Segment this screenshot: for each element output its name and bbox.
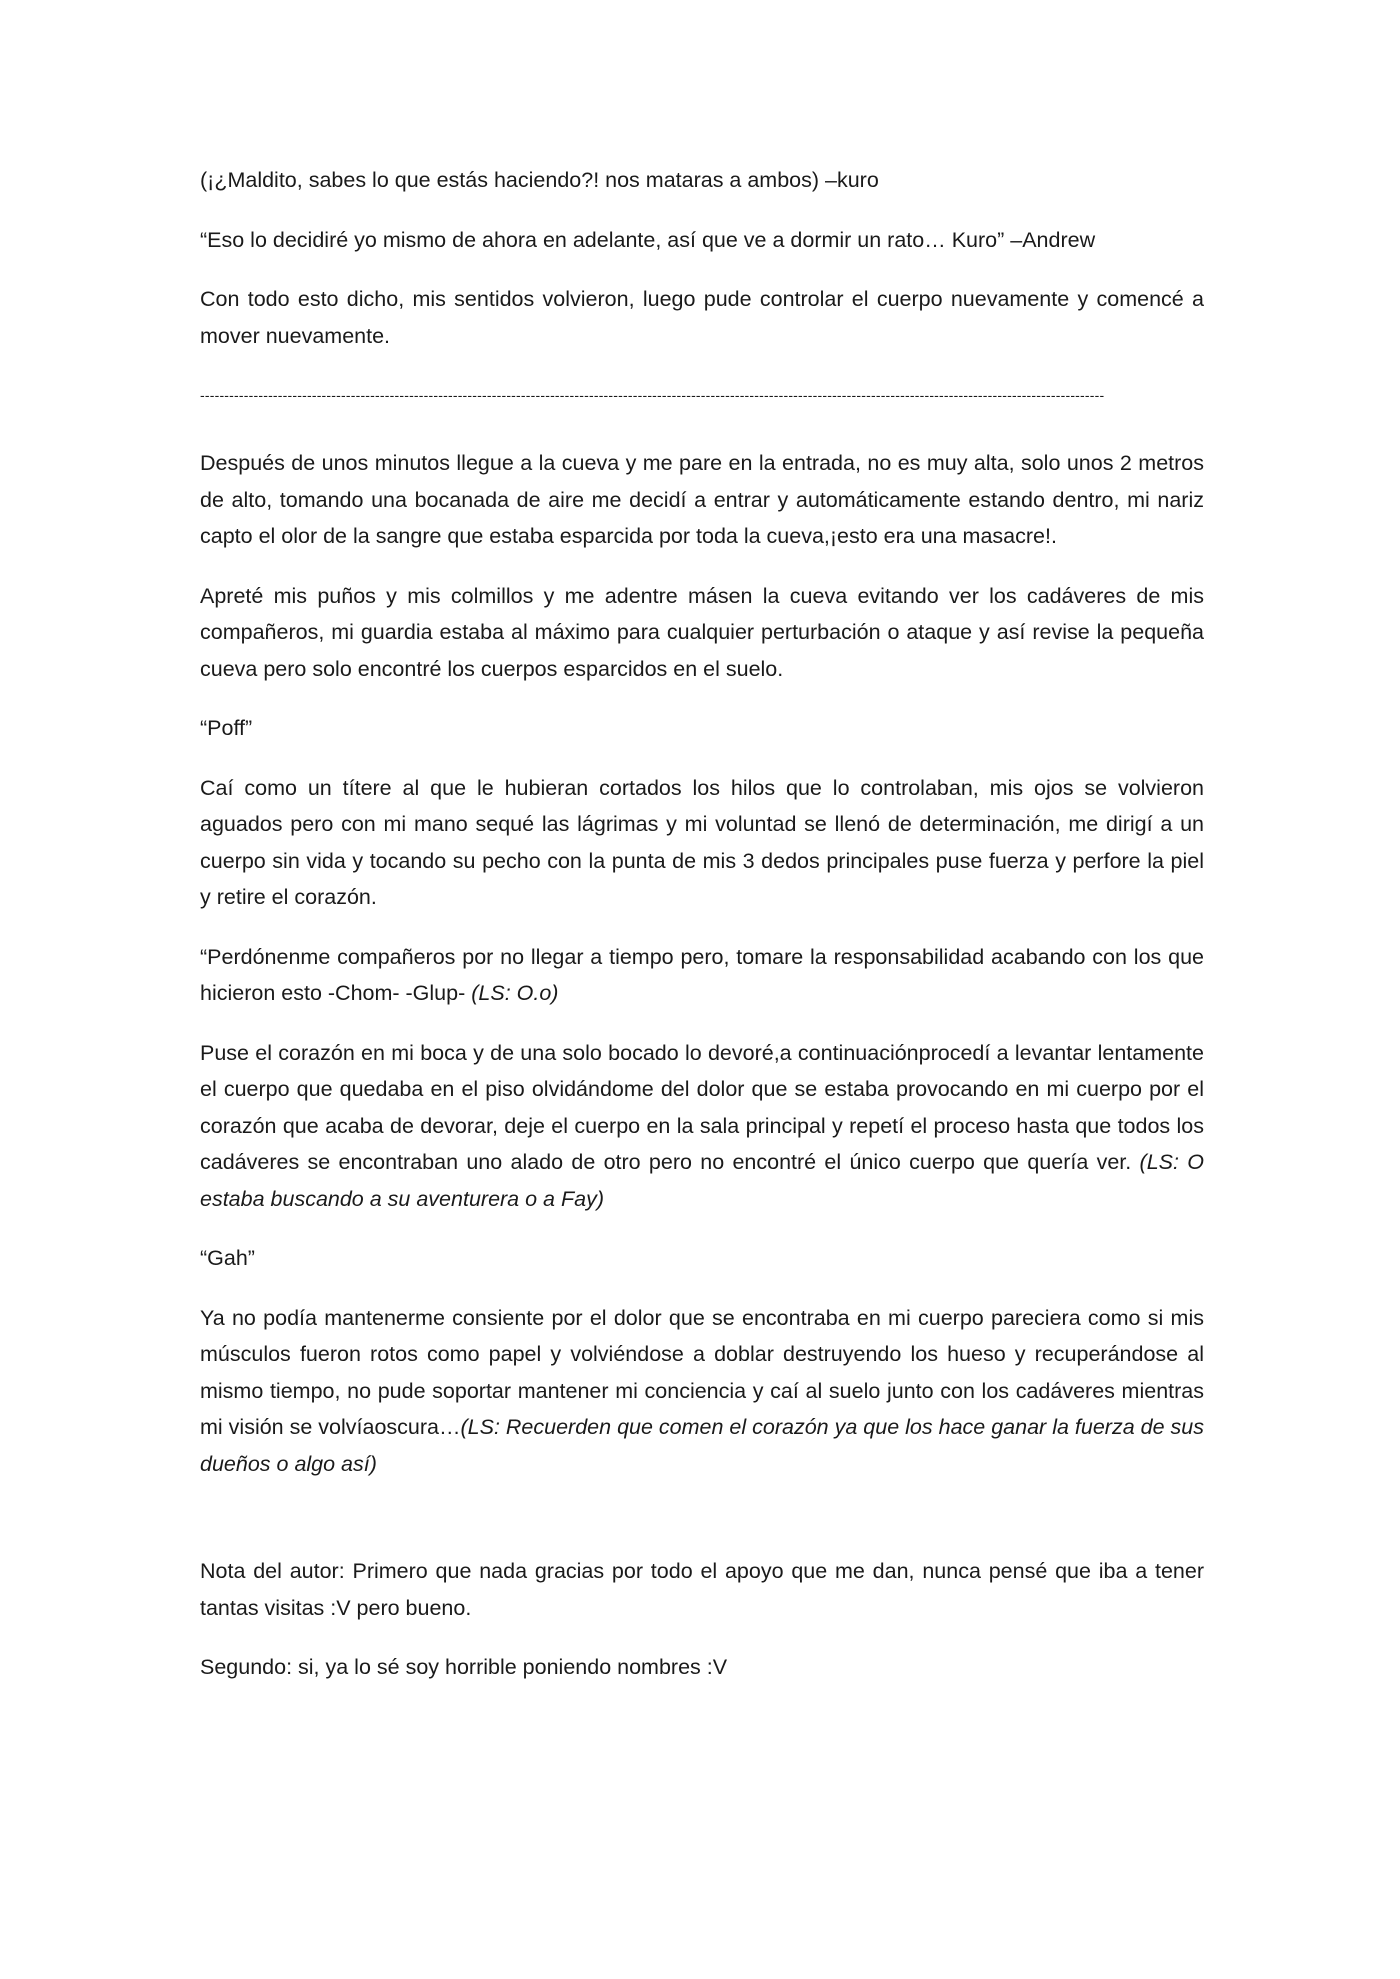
paragraph-puppet: Caí como un títere al que le hubieran cortados los hilos que lo controlaban, mis ojos se volvieron aguados pero con mi mano sequé las lágrimas y mi voluntad se llenó de determinación, me dirigí a un cuerpo sin vida y tocando su pecho con la punta de mis 3 dedos principales puse fuerza y perfore la piel y retire el corazón. <box>200 775 1204 909</box>
sound-poff: “Poff” <box>200 716 253 740</box>
paragraph-cave-search: Apreté mis puños y mis colmillos y me adentre másen la cueva evitando ver los cadáveres de mis compañeros, mi guardia estaba al máximo para cualquier perturbación o ataque y así revise la pequeña cueva pero solo encontré los cuerpos esparcidos en el suelo. <box>200 583 1204 681</box>
paragraph-pain: Ya no podía mantenerme consiente por el dolor que se encontraba en mi cuerpo pareciera como si mis músculos fueron rotos como papel y volviéndose a doblar destruyendo los hueso y recuperándose al mismo tiempo, no pude soportar mantener mi conciencia y caí al suelo junto con los cadáveres mientras mi visión se volvíaoscura…(LS: Recuerden que comen el corazón ya que los hace ganar la fuerza de sus dueños o algo así) <box>200 1305 1204 1476</box>
author-note-inline: (LS: O estaba buscando a su aventurera o a Fay) <box>200 1150 1204 1211</box>
paragraph-apology: “Perdónenme compañeros por no llegar a tiempo pero, tomare la responsabilidad acabando con los que hicieron esto -Chom- -Glup- (LS: O.o) <box>200 944 1204 1005</box>
paragraph-cave-entrance: Después de unos minutos llegue a la cueva y me pare en la entrada, no es muy alta, solo unos 2 metros de alto, tomando una bocanada de aire me decidí a entrar y automáticamente estando dentro, mi nariz capto el olor de la sangre que estaba esparcida por toda la cueva,¡esto era una masacre!. <box>200 451 1204 548</box>
author-note-inline: (LS: Recuerden que comen el corazón ya que los hace ganar la fuerza de sus dueños o algo así) <box>200 1415 1204 1476</box>
author-note-second: Segundo: si, ya lo sé soy horrible poniendo nombres :V <box>200 1655 728 1679</box>
paragraph-heart: Puse el corazón en mi boca y de una solo bocado lo devoré,a continuaciónprocedí a levantar lentamente el cuerpo que quedaba en el piso olvidándome del dolor que se estaba provocando en mi cuerpo por el corazón que acaba de devorar, deje el cuerpo en la sala principal y repetí el proceso hasta que todos los cadáveres se encontraban uno alado de otro pero no encontré el único cuerpo que quería ver. (LS: O estaba buscando a su aventurera o a Fay) <box>200 1040 1204 1211</box>
dialogue-andrew: “Eso lo decidiré yo mismo de ahora en adelante, así que ve a dormir un rato… Kuro” –Andrew <box>200 227 1096 252</box>
section-separator: ------------------------------------------------------------------------------------------------------------------------------------------------------------------------------------------ <box>200 387 1105 403</box>
author-note-inline: (LS: O.o) <box>471 981 559 1005</box>
sound-gah: “Gah” <box>200 1246 255 1270</box>
dialogue-kuro: (¡¿Maldito, sabes lo que estás haciendo?! nos mataras a ambos) –kuro <box>200 168 879 192</box>
author-note: Nota del autor: Primero que nada gracias por todo el apoyo que me dan, nunca pensé que iba a tener tantas visitas :V pero bueno. <box>200 1559 1204 1620</box>
paragraph-senses-return: Con todo esto dicho, mis sentidos volvieron, luego pude controlar el cuerpo nuevamente y comencé a mover nuevamente. <box>200 287 1204 348</box>
spacer <box>200 1505 1204 1553</box>
